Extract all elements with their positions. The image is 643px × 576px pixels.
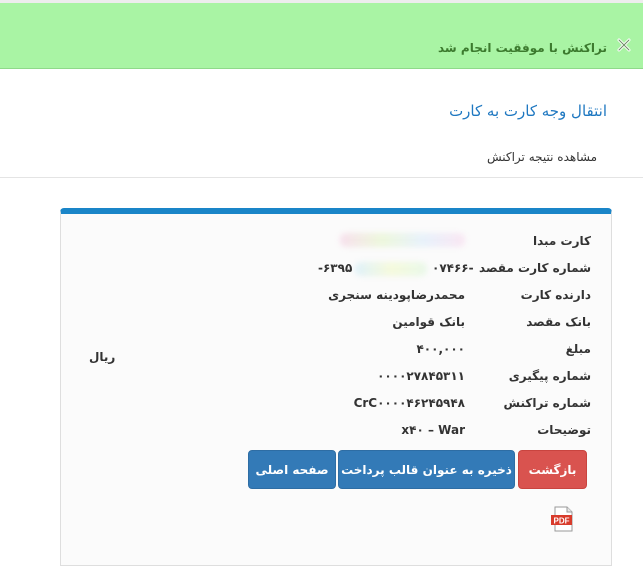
pdf-icon[interactable] bbox=[550, 506, 576, 532]
detail-row-amount bbox=[291, 342, 591, 358]
alert-message: تراکنش با موفقیت انجام شد bbox=[438, 41, 607, 55]
redacted-source-card bbox=[340, 233, 465, 247]
detail-label: توضیحات bbox=[537, 423, 591, 437]
detail-label: کارت مبدا bbox=[532, 234, 591, 248]
pdf-label: PDF bbox=[553, 516, 570, 526]
detail-row-card-holder bbox=[291, 288, 591, 304]
detail-value: بانک قوامین bbox=[392, 315, 465, 329]
close-icon[interactable] bbox=[617, 38, 631, 52]
home-button[interactable]: صفحه اصلی bbox=[248, 450, 336, 489]
detail-label: مبلغ bbox=[565, 342, 591, 356]
currency-label: ریال bbox=[89, 350, 116, 364]
page-title: انتقال وجه کارت به کارت bbox=[449, 102, 607, 120]
detail-row-destination-bank bbox=[291, 315, 591, 331]
detail-value: ۰۰۰۰۲۷۸۴۵۳۱۱ bbox=[377, 369, 465, 383]
detail-value: CrC۰۰۰۰۴۶۲۴۵۹۴۸ bbox=[353, 396, 465, 410]
destination-card-part: ۶۳۹۵- bbox=[318, 261, 353, 275]
detail-label: شماره پیگیری bbox=[508, 369, 591, 383]
detail-row-transaction-number bbox=[291, 396, 591, 412]
detail-label: شماره کارت مقصد bbox=[479, 261, 591, 275]
back-button[interactable]: بازگشت bbox=[518, 450, 587, 489]
detail-value: ۴۰۰,۰۰۰ bbox=[416, 342, 465, 356]
detail-label: بانک مقصد bbox=[526, 315, 591, 329]
success-alert bbox=[0, 0, 643, 69]
page-subtitle: مشاهده نتیجه تراکنش bbox=[486, 150, 597, 164]
detail-label: دارنده کارت bbox=[520, 288, 591, 302]
detail-value: محمدرضاپودینه سنجری bbox=[328, 288, 465, 302]
detail-label: شماره تراکنش bbox=[503, 396, 591, 410]
divider bbox=[0, 177, 643, 178]
detail-row-tracking-number bbox=[291, 369, 591, 385]
destination-card-part: -۰۷۴۶۶ bbox=[432, 261, 474, 275]
detail-row-description bbox=[291, 423, 591, 439]
save-as-template-button[interactable]: ذخیره به عنوان قالب پرداخت bbox=[338, 450, 515, 489]
redacted-destination-card bbox=[355, 262, 427, 276]
detail-value: x۴۰ – War bbox=[401, 423, 465, 437]
